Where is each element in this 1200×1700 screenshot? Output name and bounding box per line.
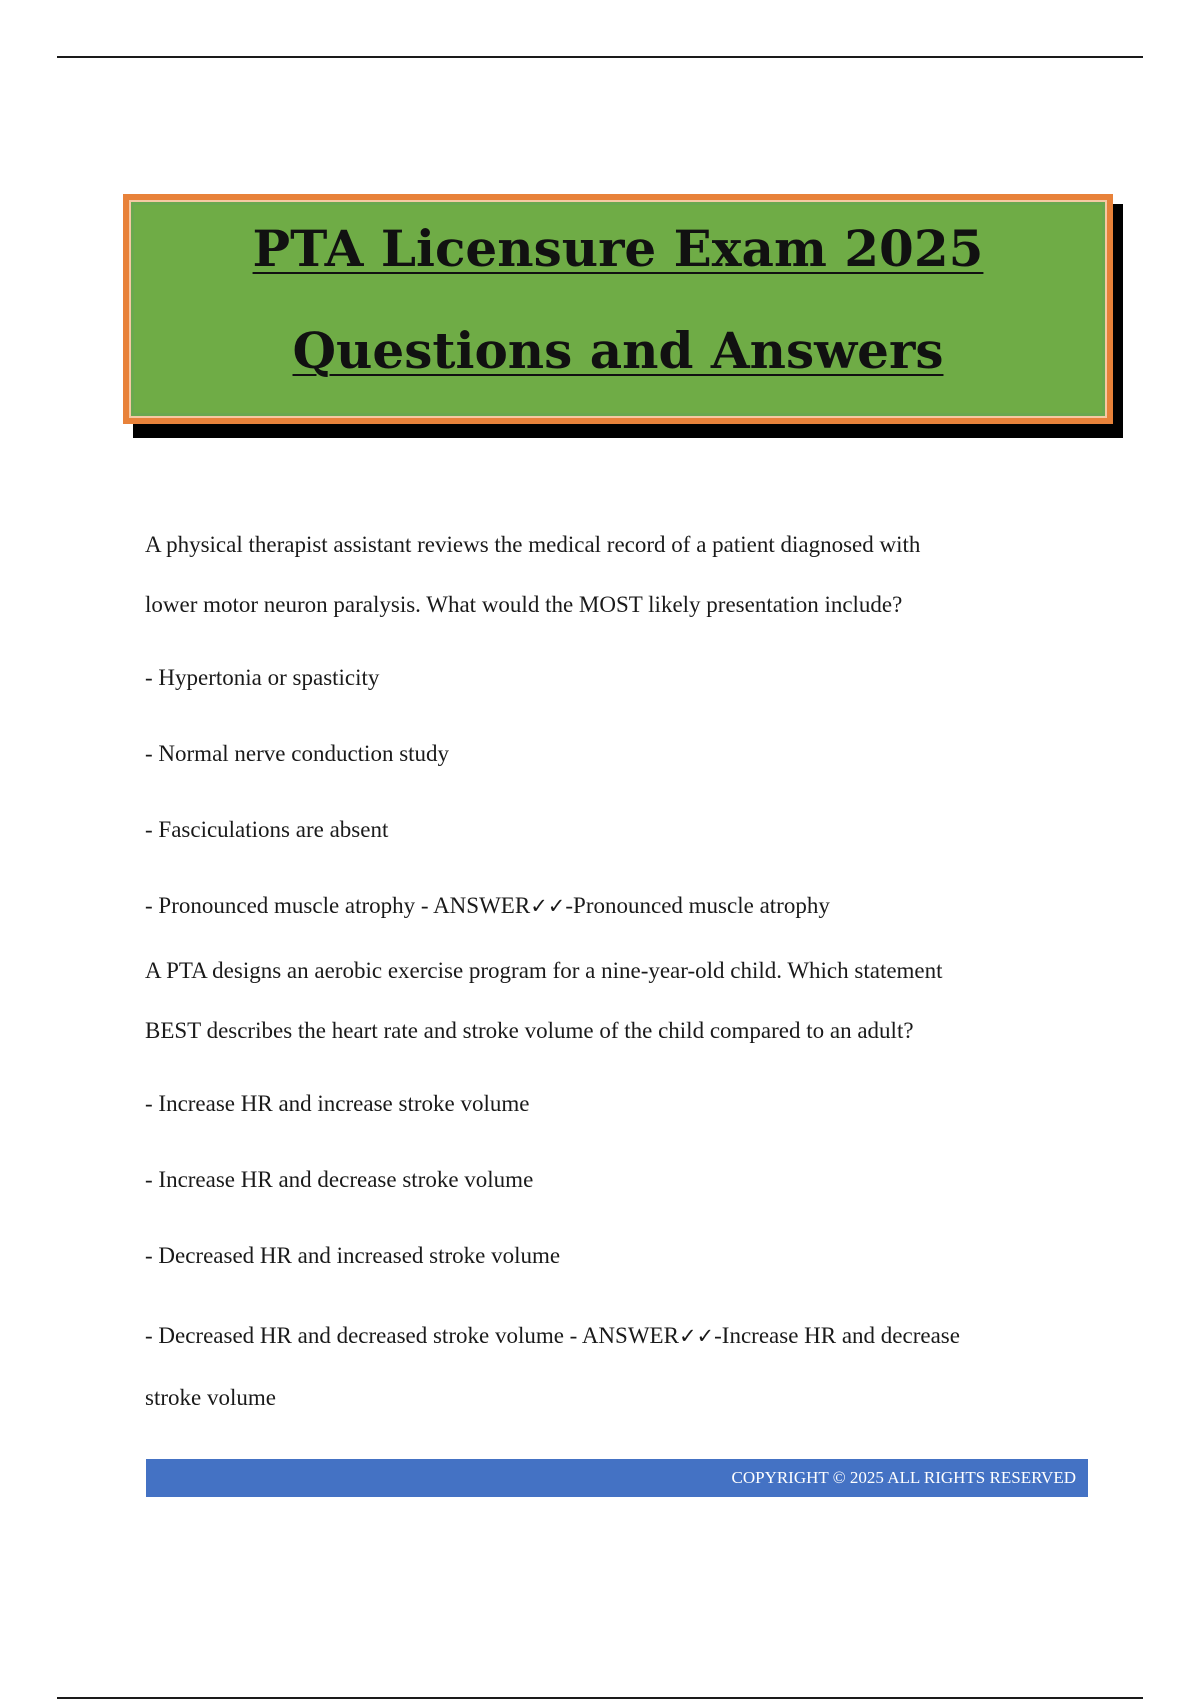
question-1-line1: A physical therapist assistant reviews the medical record of a patient diagnosed with (145, 532, 921, 557)
question-2-option-d (145, 1305, 1095, 1461)
check-marks-icon: ✓✓ (678, 1324, 715, 1348)
question-1-option-a: - Hypertonia or spasticity (145, 665, 380, 690)
question-2-text (145, 941, 1095, 1061)
copyright-footer-bar (146, 1459, 1088, 1497)
question-1 (145, 515, 1095, 635)
title-banner (123, 194, 1113, 424)
question-2-line2: BEST describes the heart rate and stroke volume of the child compared to an adult? (145, 1018, 914, 1043)
check-marks-icon: ✓✓ (530, 894, 566, 918)
question-1-answer: -Pronounced muscle atrophy (565, 893, 830, 918)
question-2-answer: -Increase HR and decrease (714, 1323, 960, 1348)
title-banner-fill (134, 205, 1102, 413)
question-2 (145, 941, 1095, 1061)
question-2-option-d-text: - Decreased HR and decreased stroke volume - ANSWER (145, 1323, 679, 1348)
document-body (145, 515, 1095, 1461)
title-banner-frame (129, 200, 1107, 418)
question-2-answer-continued: stroke volume (145, 1385, 276, 1410)
document-title-line2: Questions and Answers (292, 321, 944, 380)
question-1-option-c: - Fasciculations are absent (145, 817, 389, 842)
copyright-text: COPYRIGHT © 2025 ALL RIGHTS RESERVED (731, 1468, 1076, 1487)
question-2-option-c: - Decreased HR and increased stroke volume (145, 1243, 561, 1268)
question-1-option-d-text: - Pronounced muscle atrophy - ANSWER (145, 893, 531, 918)
bottom-rule (57, 1697, 1143, 1699)
question-1-option-d (145, 879, 1095, 941)
question-1-option-b: - Normal nerve conduction study (145, 741, 450, 766)
question-2-option-b: - Increase HR and decrease stroke volume (145, 1167, 534, 1192)
question-2-option-a: - Increase HR and increase stroke volume (145, 1091, 530, 1116)
top-rule (57, 56, 1143, 58)
document-title-line1: PTA Licensure Exam 2025 (252, 219, 984, 278)
question-1-line2: lower motor neuron paralysis. What would the MOST likely presentation include? (145, 592, 903, 617)
question-2-line1: A PTA designs an aerobic exercise program for a nine-year-old child. Which statement (145, 958, 943, 983)
question-1-text (145, 515, 1095, 635)
